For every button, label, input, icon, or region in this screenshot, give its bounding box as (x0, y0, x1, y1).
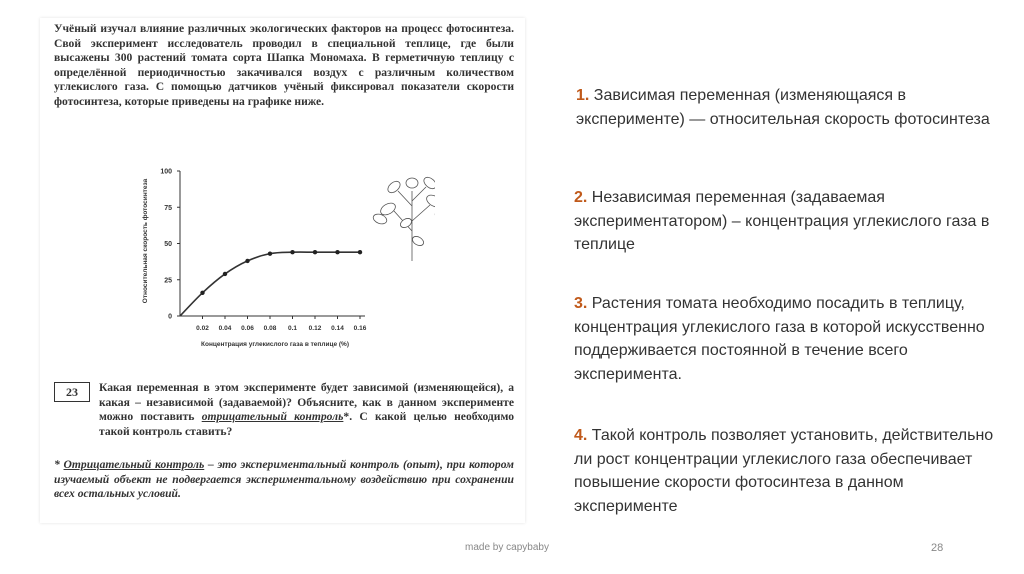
x-tick-label: 0.16 (353, 325, 367, 332)
footnote-text: – это экспериментальный контроль (опыт), при котором изучаемый объект не подвергается экспериментальному воздействию при сохранении всех остальных условий. (54, 458, 514, 501)
data-point (268, 251, 272, 255)
axes (180, 171, 365, 316)
answer-text: Растения томата необходимо посадить в теплицу, концентрация углекислого газа в которой искусственно поддерживается постоянной в течение всего эксперимента. (574, 295, 985, 383)
question-part1: Какая переменная в этом эксперименте будет зависимой (изменяющейся), а какая – независимой (задаваемой)? Объясните, как в данном эксперименте можно поставить (99, 381, 514, 424)
data-point (313, 250, 317, 254)
x-tick-label: 0.1 (287, 325, 298, 332)
y-tick-label: 100 (160, 168, 172, 176)
answer-item-1 (576, 84, 1001, 131)
x-axis-label: Концентрация углекислого газа в теплице (%) (201, 341, 349, 348)
x-tick-label: 0.04 (218, 325, 232, 332)
footnote-term: Отрицательный контроль (63, 458, 205, 471)
question-number: 23 (54, 382, 90, 402)
answer-number: 2. (574, 189, 588, 206)
y-axis-label: Относительная скорость фотосинтеза (142, 178, 149, 304)
tomato-plant-illustration (372, 175, 435, 261)
question-term: отрицательный контроль (201, 410, 344, 424)
series-line (180, 252, 360, 316)
footer-credit: made by capybaby (465, 542, 549, 553)
x-tick-label: 0.06 (241, 325, 254, 332)
data-point (200, 291, 204, 295)
data-point (245, 259, 249, 263)
answer-number: 1. (576, 87, 590, 104)
answer-text: Независимая переменная (задаваемая экспериментатором) – концентрация углекислого газа в теплице (574, 189, 990, 253)
y-ticks (160, 169, 180, 321)
answer-item-3 (574, 292, 999, 386)
y-tick-label: 25 (164, 277, 172, 285)
x-tick-label: 0.12 (308, 325, 322, 332)
page-number: 28 (931, 542, 944, 554)
x-tick-label: 0.08 (263, 325, 277, 332)
x-tick-label: 0.02 (196, 325, 209, 332)
data-point (358, 250, 362, 254)
data-point (290, 250, 294, 254)
footnote (54, 458, 514, 502)
y-tick-label: 75 (164, 204, 172, 212)
y-tick-label: 0 (168, 313, 172, 321)
task-image (40, 18, 525, 523)
data-point (223, 272, 227, 276)
task-intro: Учёный изучал влияние различных экологических факторов на процесс фотосинтеза. Свой эксперимент исследователь проводил в специальной теплице, где были высажены 300 растений томата сорта Шапка Мономаха. В герметичную теплицу с определённой периодичностью закачивался воздух с различным количеством углекислого газа. С помощью датчиков учёный фиксировал показатели скорости фотосинтеза, которые приведены на графике ниже. (54, 22, 514, 108)
x-ticks (196, 316, 367, 332)
data-point (335, 250, 339, 254)
question-part2: *. С какой целью необходимо такой контроль ставить? (99, 410, 514, 438)
answer-text: Зависимая переменная (изменяющаяся в эксперименте) — относительная скорость фотосинтеза (576, 87, 990, 128)
footnote-star: * (54, 458, 64, 471)
answer-item-4 (574, 424, 999, 518)
x-tick-label: 0.14 (331, 325, 344, 332)
answer-number: 3. (574, 295, 588, 312)
question-text (99, 381, 514, 439)
data-points (200, 250, 362, 295)
y-tick-label: 50 (164, 241, 172, 248)
answer-item-2 (574, 186, 999, 257)
photosynthesis-chart (135, 166, 435, 371)
answer-text: Такой контроль позволяет установить, действительно ли рост концентрации углекислого газа обеспечивает повышение скорости фотосинтеза в данном эксперименте (574, 427, 994, 515)
answer-number: 4. (574, 427, 588, 444)
